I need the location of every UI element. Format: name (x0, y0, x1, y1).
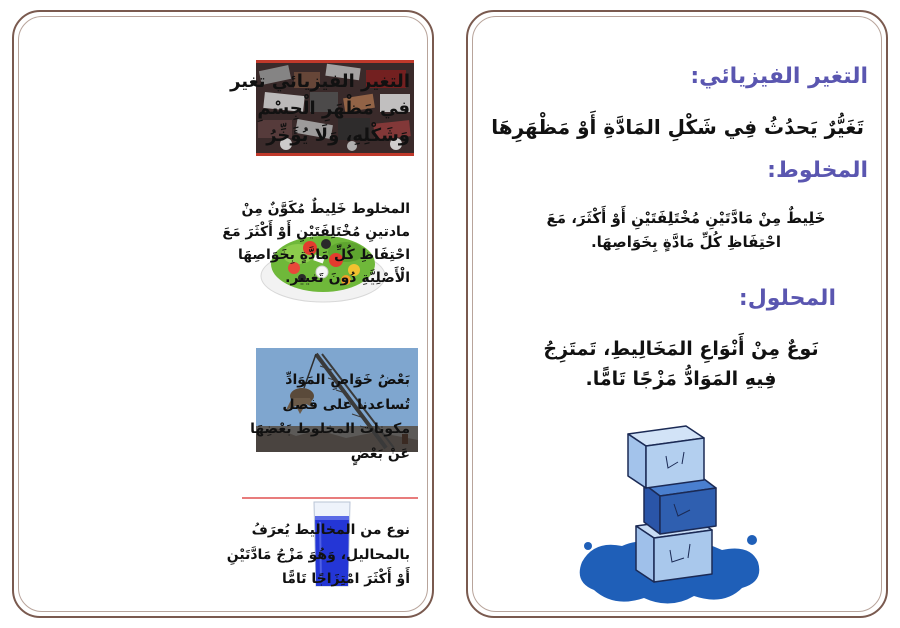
left-card (12, 10, 434, 618)
solution-heading: المحلول: (738, 286, 836, 311)
melting-ice-cubes-image (574, 412, 764, 612)
solution-text: نوع من المخاليط يُعرَفُ بالمحاليل، وَهُوَ مَزْجُ مَادَّتَيْنِ أَوْ أَكْثَرَ امْتِزَاجًا تَامًّا (226, 522, 410, 587)
physical-change-definition: تَغَيُّرٌ يَحدُثُ فِي شَكْلِ المَادَّةِ أَوْ مَظْهَرِهَا (491, 115, 864, 139)
mixture-text: المخلوط خَلِيطٌ مُكَوَّنٌ مِنْ مادتينِ مُخْتَلِفَتَيْنِ أَوْ أَكْثَرَ مَعَ احْتِفَاظِ كُلِّ مَادَّةٍ بِخَوَاصِهَا الْأَصْلِيَّةِ دُونَ تَغيير. (222, 201, 410, 287)
mixture-definition: خَلِيطٌ مِنْ مَادَّتَيْنِ مُخْتَلِفَتَيْنِ أَوْ أَكْثَرَ، مَعَ احْتِفَاظِ كُلِّ مَادَّةٍ بِخَوَاصِهَا. (546, 209, 826, 251)
separation-text: بَعْضُ خَوَاصِ المَوَادِّ تُساعدنا على فصل مكونات المخلوط بَعْضِهَا عَنْ بَعْضٍ (250, 372, 410, 462)
right-card (466, 10, 888, 618)
physical-change-text: التغير الفيزيائي تغير في مَظْهَرِ الْجِسْمِ وَشَكْلِهِ، وَلَا يُؤَخِّرُ (230, 71, 410, 146)
solution-definition: نَوعٌ مِنْ أَنْوَاعِ المَخَالِيطِ، تَمتَزِجُ فِيهِ المَوَادُّ مَزْجًا تَامًّا. (543, 338, 819, 391)
mixture-heading: المخلوط: (767, 158, 868, 183)
physical-change-heading: التغير الفيزيائي: (690, 64, 868, 89)
